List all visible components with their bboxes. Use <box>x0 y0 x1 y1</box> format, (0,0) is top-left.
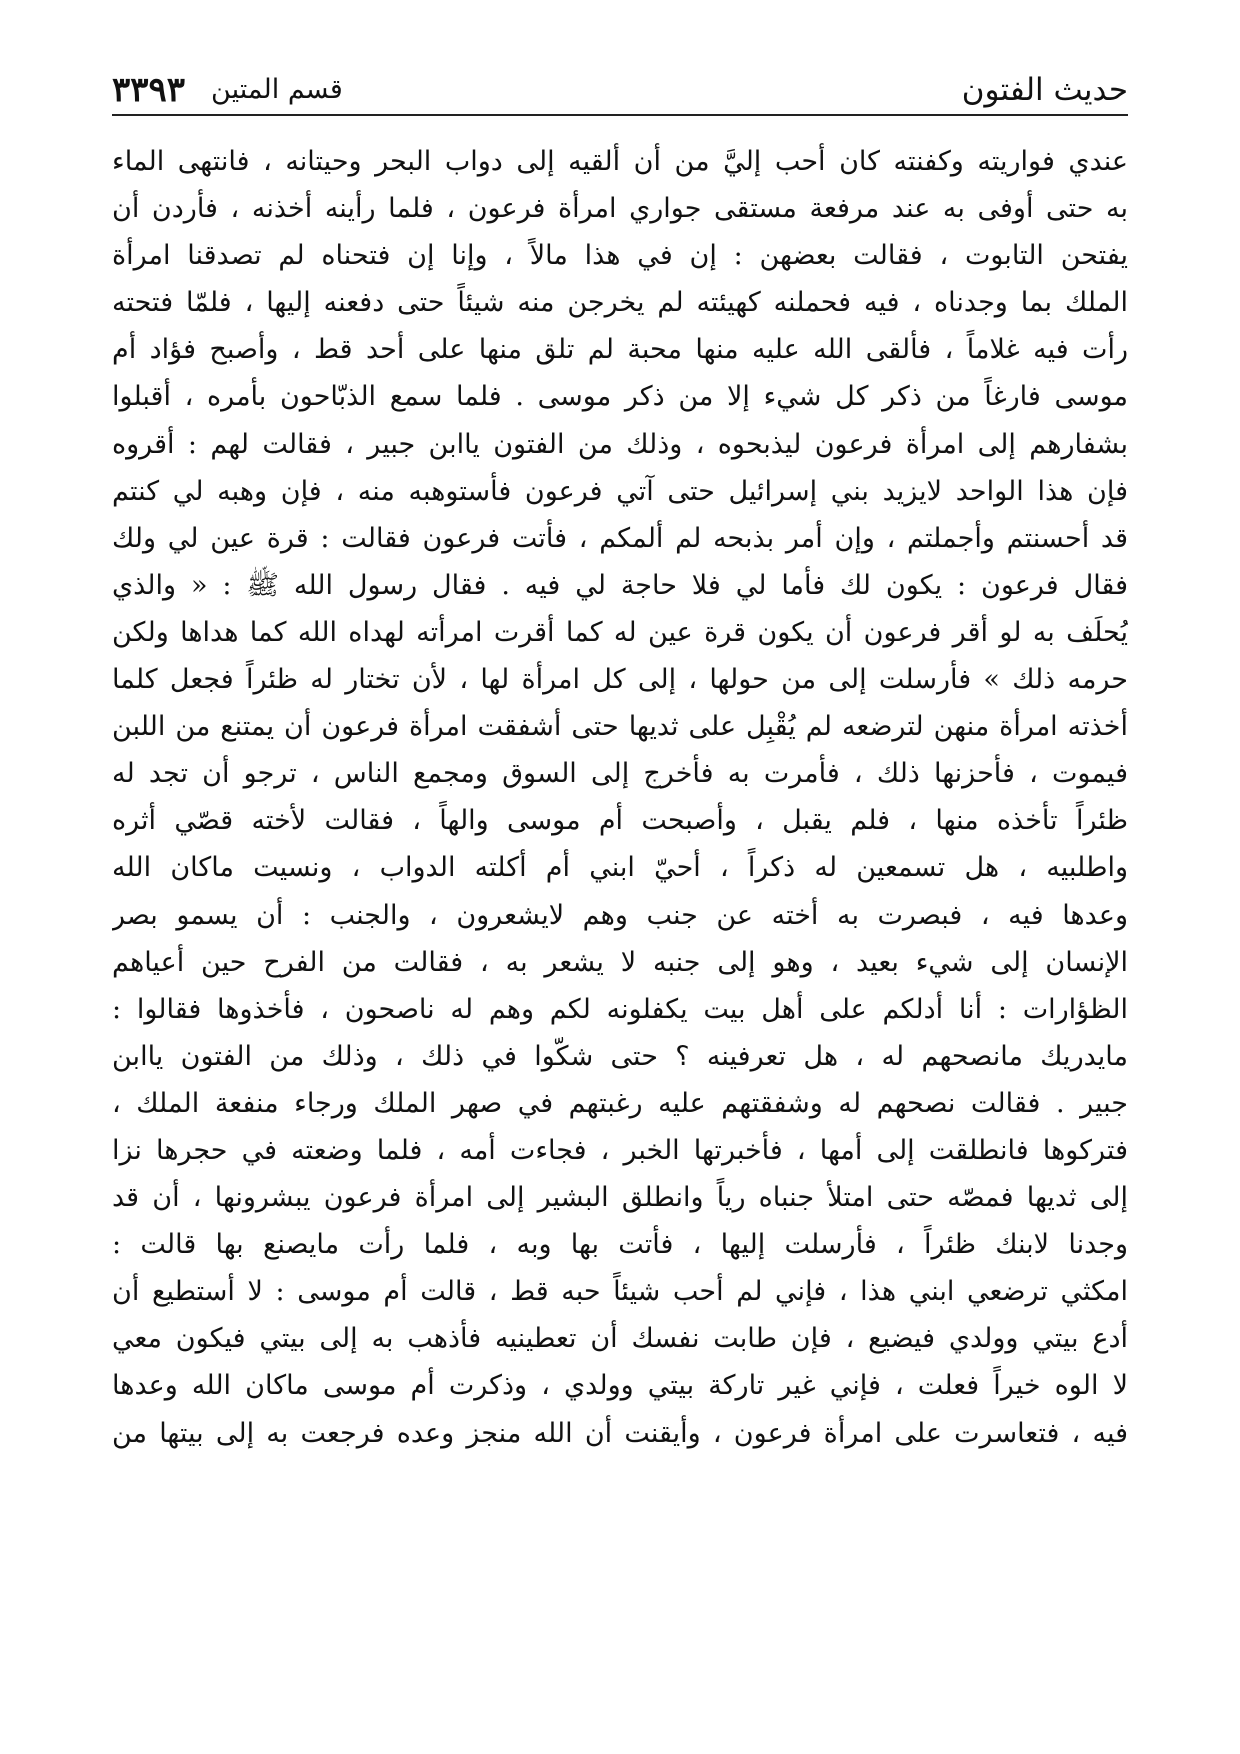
section-title: قسم المتين <box>211 74 343 105</box>
text-line: الظؤارات : أنا أدلكم على أهل بيت يكفلونه لكم وهم له ناصحون ، فأخذوها فقالوا : <box>112 993 1128 1025</box>
text-line: فيموت ، فأحزنها ذلك ، فأمرت به فأخرج إلى السوق ومجمع الناس ، ترجو أن تجد له <box>112 758 1128 790</box>
text-line: رأت فيه غلاماً ، فألقى الله عليه منها محبة لم تلق منها على أحد قط ، وأصبح فؤاد أم <box>112 334 1128 366</box>
text-line: مايدريك مانصحهم له ، هل تعرفينه ؟ حتى شكّوا في ذلك ، وذلك من الفتون ياابن <box>112 1040 1128 1072</box>
text-line: أخذته امرأة منهن لترضعه لم يُقْبِل على ثديها حتى أشفقت امرأة فرعون أن يمتنع من اللبن <box>112 711 1128 743</box>
page-number: ٣٣٩٣ <box>112 70 186 110</box>
text-line: قد أحسنتم وأجملتم ، وإن أمر بذبحه لم ألمكم ، فأتت فرعون فقالت : قرة عين لي ولك <box>112 522 1128 554</box>
header-meta <box>112 70 343 110</box>
text-line: واطلبيه ، هل تسمعين له ذكراً ، أحيّ ابني أم أكلته الدواب ، ونسيت ماكان الله <box>112 852 1128 884</box>
running-title: حديث الفتون <box>961 72 1128 108</box>
text-line: الملك بما وجدناه ، فيه فحملنه كهيئته لم يخرجن منه شيئاً حتى دفعنه إليها ، فلمّا فتحته <box>112 287 1128 319</box>
text-line: فإن هذا الواحد لايزيد بني إسرائيل حتى آتي فرعون فأستوهبه منه ، فإن وهبه لي كنتم <box>112 475 1128 507</box>
text-line: عندي فواريته وكفنته كان أحب إليَّ من أن ألقيه إلى دواب البحر وحيتانه ، فانتهى الماء <box>112 146 1128 177</box>
text-line: وجدنا لابنك ظئراً ، فأرسلت إليها ، فأتت بها وبه ، فلما رأت مايصنع بها قالت : <box>112 1229 1128 1261</box>
body-text <box>112 138 1128 1457</box>
text-line: فتركوها فانطلقت إلى أمها ، فأخبرتها الخبر ، فجاءت أمه ، فلما وضعته في حجرها نزا <box>112 1134 1128 1166</box>
text-line: ظئراً تأخذه منها ، فلم يقبل ، وأصبحت أم موسى والهاً ، فقالت لأخته قصّي أثره <box>112 805 1128 837</box>
text-line: بشفارهم إلى امرأة فرعون ليذبحوه ، وذلك من الفتون ياابن جبير ، فقالت لهم : أقروه <box>112 428 1128 460</box>
text-line: الإنسان إلى شيء بعيد ، وهو إلى جنبه لا يشعر به ، فقالت من الفرح حين أعياهم <box>112 946 1128 978</box>
text-line: حرمه ذلك » فأرسلت إلى من حولها ، إلى كل امرأة لها ، لأن تختار له ظئراً فجعل كلما <box>112 664 1128 696</box>
text-line: أدع بيتي وولدي فيضيع ، فإن طابت نفسك أن تعطينيه فأذهب به إلى بيتي فيكون معي <box>112 1323 1128 1355</box>
text-line: يُحلَف به لو أقر فرعون أن يكون قرة عين له كما أقرت امرأته لهداه الله كما هداها ولكن <box>112 616 1128 648</box>
text-line: لا الوه خيراً فعلت ، فإني غير تاركة بيتي وولدي ، وذكرت أم موسى ماكان الله وعدها <box>112 1370 1128 1402</box>
text-line: فيه ، فتعاسرت على امرأة فرعون ، وأيقنت أن الله منجز وعده فرجعت به إلى بيتها من <box>112 1417 1128 1449</box>
text-line: يفتحن التابوت ، فقالت بعضهن : إن في هذا مالاً ، وإنا إن فتحناه لم تصدقنا امرأة <box>112 240 1128 272</box>
text-line: فقال فرعون : يكون لك فأما لي فلا حاجة لي فيه . فقال رسول الله ﷺ : « والذي <box>112 569 1128 601</box>
text-line: موسى فارغاً من ذكر كل شيء إلا من ذكر موسى . فلما سمع الذبّاحون بأمره ، أقبلوا <box>112 381 1128 413</box>
text-line: إلى ثديها فمصّه حتى امتلأ جنباه رياً وانطلق البشير إلى امرأة فرعون يبشرونها ، أن قد <box>112 1182 1128 1214</box>
text-line: وعدها فيه ، فبصرت به أخته عن جنب وهم لايشعرون ، والجنب : أن يسمو بصر <box>112 899 1128 931</box>
text-line: به حتى أوفى به عند مرفعة مستقى جواري امرأة فرعون ، فلما رأينه أخذنه ، فأردن أن <box>112 193 1128 225</box>
running-header <box>112 60 1128 110</box>
text-line: امكثي ترضعي ابني هذا ، فإني لم أحب شيئاً حبه قط ، قالت أم موسى : لا أستطيع أن <box>112 1276 1128 1308</box>
header-divider <box>112 114 1128 116</box>
text-line: جبير . فقالت نصحهم له وشفقتهم عليه رغبتهم في صهر الملك ورجاء منفعة الملك ، <box>112 1087 1128 1119</box>
